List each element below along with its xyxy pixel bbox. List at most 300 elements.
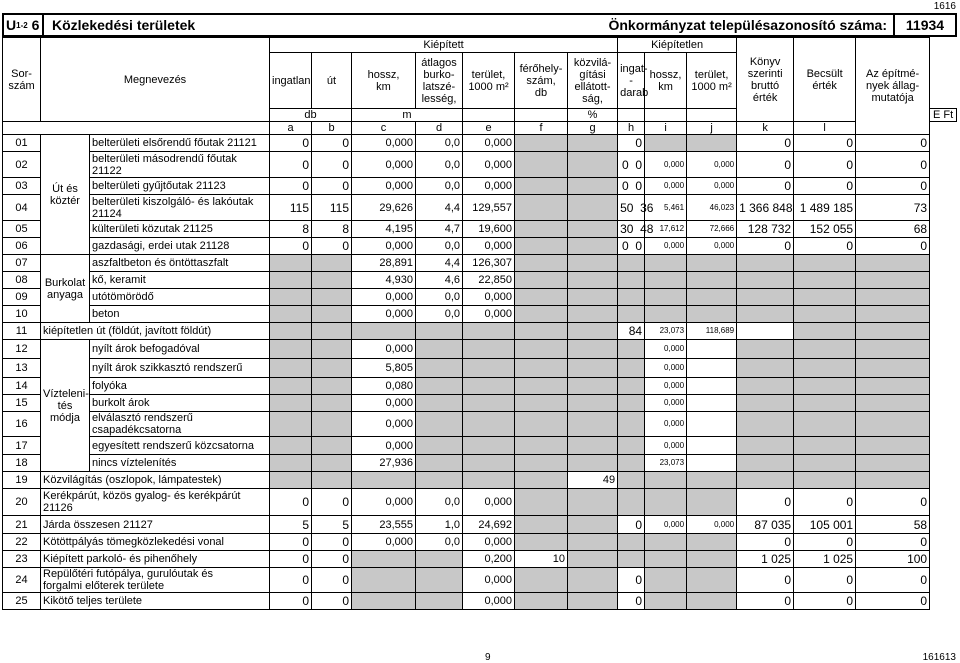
cell <box>312 195 352 221</box>
cell <box>312 323 352 340</box>
cell <box>737 437 794 455</box>
cell-value: 4,4 <box>444 201 460 214</box>
cell-value: 0,000 <box>664 419 685 428</box>
cell-value: 19,600 <box>478 223 512 235</box>
cell-value: 0 <box>635 239 643 253</box>
cell <box>687 516 737 534</box>
row-number: 16 <box>3 412 41 437</box>
cell <box>270 135 312 152</box>
cell <box>687 289 737 306</box>
cell <box>515 323 568 340</box>
cell <box>352 340 416 359</box>
cell <box>687 412 737 437</box>
cell <box>737 323 794 340</box>
cell-value: 0 <box>920 179 928 193</box>
cell <box>618 516 645 534</box>
cell <box>352 289 416 306</box>
cell <box>312 152 352 178</box>
cell <box>312 516 352 534</box>
table-row <box>3 152 957 178</box>
cell <box>416 221 463 238</box>
row-number: 24 <box>3 568 41 593</box>
cell-value: 0 <box>920 573 928 587</box>
table-row <box>3 289 957 306</box>
cell <box>270 378 312 395</box>
cell <box>856 437 930 455</box>
header-atlagos: átlagos burko- latszé- lesség, <box>416 53 463 109</box>
unit-m: m <box>352 109 463 122</box>
cell <box>794 289 856 306</box>
cell <box>645 516 687 534</box>
row-name: nincs víztelenítés <box>90 455 270 472</box>
cell-value: 0 <box>846 239 854 253</box>
cell <box>312 489 352 516</box>
cell <box>416 412 463 437</box>
header-ferohely: férőhely- szám, db <box>515 53 568 109</box>
cell <box>270 516 312 534</box>
cell <box>463 378 515 395</box>
cell-value: 0,000 <box>484 240 512 252</box>
unit-pct: % <box>568 109 618 122</box>
header-epitmeny: Az építmé- nyek állag- mutatója <box>856 38 930 135</box>
row-name: utótömörödő <box>90 289 270 306</box>
cell-value: 0,000 <box>385 536 413 548</box>
cell <box>645 135 687 152</box>
cell <box>352 238 416 255</box>
cell <box>687 178 737 195</box>
cell <box>687 152 737 178</box>
cell <box>856 178 930 195</box>
row-number: 18 <box>3 455 41 472</box>
cell <box>856 221 930 238</box>
cell <box>856 135 930 152</box>
cell <box>352 306 416 323</box>
cell <box>856 195 930 221</box>
cell <box>618 568 645 593</box>
cell <box>737 289 794 306</box>
table-row <box>3 272 957 289</box>
cell-value: 0,000 <box>385 496 413 508</box>
cell <box>618 255 645 272</box>
cell <box>687 455 737 472</box>
cell <box>645 272 687 289</box>
cell <box>352 152 416 178</box>
cell <box>794 178 856 195</box>
cell-value: 0 <box>342 495 349 509</box>
cell-value: 0 <box>635 136 643 150</box>
cell <box>270 340 312 359</box>
row-number: 17 <box>3 437 41 455</box>
cell-value: 0 <box>920 594 928 608</box>
cell <box>568 593 618 610</box>
cell <box>515 378 568 395</box>
cell <box>794 437 856 455</box>
cell <box>352 221 416 238</box>
cell <box>856 395 930 412</box>
cell <box>416 455 463 472</box>
cell <box>687 593 737 610</box>
table-row <box>3 340 957 359</box>
cell-value: 0 <box>342 179 349 193</box>
cell <box>463 516 515 534</box>
cell <box>515 551 568 568</box>
cell <box>687 323 737 340</box>
table-row <box>3 516 957 534</box>
table-row <box>3 135 957 152</box>
cell <box>515 152 568 178</box>
cell <box>416 289 463 306</box>
cell-value: 0,000 <box>714 241 735 250</box>
cell <box>515 306 568 323</box>
cell-value: 5,805 <box>385 362 413 374</box>
cell <box>270 412 312 437</box>
cell <box>687 568 737 593</box>
row-name: külterületi közutak 21125 <box>90 221 270 238</box>
cell <box>618 489 645 516</box>
cell <box>737 534 794 551</box>
cell-value: 0 <box>635 517 643 532</box>
cell <box>463 272 515 289</box>
cell <box>568 323 618 340</box>
cell <box>568 340 618 359</box>
cell <box>794 593 856 610</box>
cell-value: 0,000 <box>664 381 685 390</box>
row-name: kiépítetlen út (földút, javított földút) <box>41 323 270 340</box>
table-row <box>3 412 957 437</box>
cell <box>618 472 645 489</box>
cell-value: 0 <box>302 552 309 566</box>
cell-value: 0 <box>302 239 309 253</box>
cell <box>463 472 515 489</box>
row-name: kő, keramit <box>90 272 270 289</box>
table-row <box>3 472 957 489</box>
cell <box>645 395 687 412</box>
cell-value: 0 <box>846 573 854 587</box>
cell <box>352 593 416 610</box>
cell-value: 0 <box>784 594 792 608</box>
cell-value: 0,0 <box>444 291 460 303</box>
cell <box>270 593 312 610</box>
cell <box>687 378 737 395</box>
cell <box>312 340 352 359</box>
unit-eft: E Ft <box>930 109 957 122</box>
cell-value: 0,000 <box>714 181 735 190</box>
row-number: 10 <box>3 306 41 323</box>
row-number: 11 <box>3 323 41 340</box>
header-konyv: Könyv szerinti bruttó érték <box>737 38 794 122</box>
row-number: 19 <box>3 472 41 489</box>
row-number: 09 <box>3 289 41 306</box>
cell <box>270 359 312 378</box>
header-ingat: ingat- - darab <box>618 53 645 109</box>
cell-value: 126,307 <box>472 257 512 269</box>
cell <box>270 195 312 221</box>
cell-value: 0 <box>784 573 792 587</box>
cell-value: 0,000 <box>385 137 413 149</box>
cell-value: 115 <box>289 200 309 215</box>
cell <box>737 238 794 255</box>
table-row <box>3 306 957 323</box>
cell-value: 1 489 185 <box>799 200 854 215</box>
cell <box>352 272 416 289</box>
cell-value: 0 <box>846 179 854 193</box>
header-becsult: Becsült érték <box>794 38 856 122</box>
header-kiepitetlen: Kiépítetlen <box>618 38 737 53</box>
cell-value: 0 <box>342 239 349 253</box>
cell <box>737 255 794 272</box>
cell-value: 5,461 <box>664 202 685 212</box>
cell <box>312 255 352 272</box>
cell <box>463 359 515 378</box>
cell-value: 0,0 <box>444 137 460 149</box>
row-number: 03 <box>3 178 41 195</box>
header-terulet2: terület, 1000 m² <box>687 53 737 109</box>
row-name: belterületi másodrendű főutak 21122 <box>90 152 270 178</box>
cell <box>856 593 930 610</box>
cell-value: 72,666 <box>709 224 735 233</box>
cell <box>687 238 737 255</box>
cell-value: 0 <box>920 495 928 509</box>
form-code: 161613 <box>922 652 956 663</box>
cell <box>463 135 515 152</box>
cell-value: 0,0 <box>444 536 460 548</box>
cell <box>645 306 687 323</box>
cell <box>352 378 416 395</box>
cell <box>794 534 856 551</box>
row-name: Repülőtéri futópálya, gurulóutak és forgalmi előterek területe <box>41 568 270 593</box>
row-number: 02 <box>3 152 41 178</box>
row-number: 14 <box>3 378 41 395</box>
cell <box>463 551 515 568</box>
cell <box>645 323 687 340</box>
cell <box>737 568 794 593</box>
cell <box>568 255 618 272</box>
cell <box>856 152 930 178</box>
cell <box>687 437 737 455</box>
cell <box>794 238 856 255</box>
cell-value: 0 <box>302 136 309 150</box>
cell-value: 0 <box>784 179 792 193</box>
row-name: belterületi gyűjtőutak 21123 <box>90 178 270 195</box>
cell <box>270 255 312 272</box>
cell <box>645 437 687 455</box>
cell <box>270 306 312 323</box>
cell-value: 87 035 <box>754 517 792 532</box>
table-row <box>3 395 957 412</box>
cell <box>463 152 515 178</box>
cell <box>416 378 463 395</box>
cell <box>794 516 856 534</box>
cell <box>352 412 416 437</box>
cell <box>568 289 618 306</box>
cell-value: 0,000 <box>664 344 685 353</box>
cell-value: 0 <box>846 136 854 150</box>
cell <box>312 472 352 489</box>
row-number: 06 <box>3 238 41 255</box>
cell <box>794 323 856 340</box>
cell <box>463 323 515 340</box>
cell-value: 0 <box>302 594 309 608</box>
row-name: aszfaltbeton és öntöttaszfalt <box>90 255 270 272</box>
cell-value: 0,000 <box>664 440 685 450</box>
cell-value: 129,557 <box>472 201 512 214</box>
cell <box>645 152 687 178</box>
row-name: Kötöttpályás tömegközlekedési vonal <box>41 534 270 551</box>
cell <box>270 323 312 340</box>
cell <box>568 221 618 238</box>
section-code: U 1-2 6 <box>4 15 44 35</box>
cell <box>352 455 416 472</box>
cell <box>645 255 687 272</box>
cell <box>416 178 463 195</box>
cell-value: 1 025 <box>823 552 854 566</box>
table-row <box>3 437 957 455</box>
cell-value: 29,626 <box>379 201 413 214</box>
cell <box>312 378 352 395</box>
row-name: egyesített rendszerű közcsatorna <box>90 437 270 455</box>
row-number: 23 <box>3 551 41 568</box>
cell-value: 0,0 <box>444 180 460 192</box>
cell <box>618 593 645 610</box>
col-letter: h <box>618 122 645 135</box>
cell-value: 48 <box>640 222 654 236</box>
cell <box>618 551 645 568</box>
cell <box>645 551 687 568</box>
cell <box>568 534 618 551</box>
group-burkolat: Burkolat anyaga <box>41 255 90 323</box>
cell <box>737 135 794 152</box>
cell <box>687 359 737 378</box>
cell-value: 0,000 <box>484 574 512 586</box>
cell <box>737 378 794 395</box>
cell-value: 0 <box>622 179 629 193</box>
table-row <box>3 178 957 195</box>
cell-value: 0 <box>635 594 643 608</box>
cell <box>618 412 645 437</box>
cell-value: 1 025 <box>761 552 792 566</box>
cell <box>312 593 352 610</box>
cell <box>687 472 737 489</box>
cell <box>618 221 654 238</box>
cell-value: 0,000 <box>385 343 413 355</box>
cell <box>794 221 856 238</box>
cell-value: 22,850 <box>478 274 512 286</box>
table-row <box>3 255 957 272</box>
cell-value: 152 055 <box>809 222 854 236</box>
cell <box>515 534 568 551</box>
row-number: 07 <box>3 255 41 272</box>
cell-value: 0,000 <box>484 180 512 192</box>
col-letter: j <box>687 122 737 135</box>
cell-value: 100 <box>907 552 928 566</box>
cell <box>352 135 416 152</box>
cell <box>270 289 312 306</box>
cell <box>737 221 794 238</box>
cell <box>794 255 856 272</box>
cell <box>737 178 794 195</box>
cell <box>312 178 352 195</box>
cell <box>463 340 515 359</box>
cell <box>737 516 794 534</box>
cell <box>312 455 352 472</box>
cell <box>416 340 463 359</box>
table-row <box>3 551 957 568</box>
cell <box>352 195 416 221</box>
cell <box>515 395 568 412</box>
cell <box>856 551 930 568</box>
cell-value: 0 <box>622 157 629 172</box>
cell-value: 0 <box>342 594 349 608</box>
cell <box>856 378 930 395</box>
cell <box>737 551 794 568</box>
cell <box>856 340 930 359</box>
cell <box>687 135 737 152</box>
cell <box>312 437 352 455</box>
cell <box>687 195 737 221</box>
cell-value: 0,000 <box>385 397 413 409</box>
cell-value: 128 732 <box>747 222 792 236</box>
cell <box>463 238 515 255</box>
cell <box>416 437 463 455</box>
cell <box>312 306 352 323</box>
cell <box>416 306 463 323</box>
cell <box>618 340 645 359</box>
cell <box>515 255 568 272</box>
cell <box>515 516 568 534</box>
cell-value: 0 <box>635 179 643 193</box>
cell <box>645 593 687 610</box>
cell-value: 0 <box>920 157 928 172</box>
cell <box>794 195 856 221</box>
cell-value: 0 <box>784 239 792 253</box>
cell <box>270 489 312 516</box>
table-row <box>3 489 957 516</box>
cell <box>737 272 794 289</box>
cell <box>645 489 687 516</box>
cell-value: 30 <box>620 222 634 236</box>
cell <box>687 534 737 551</box>
table-row <box>3 378 957 395</box>
cell <box>856 323 930 340</box>
cell <box>568 152 618 178</box>
cell <box>416 272 463 289</box>
page-number: 9 <box>485 652 491 663</box>
cell-value: 0 <box>784 136 792 150</box>
row-name: Kikötő teljes területe <box>41 593 270 610</box>
cell <box>352 255 416 272</box>
cell <box>794 489 856 516</box>
cell-value: 0,000 <box>484 595 512 607</box>
cell <box>856 359 930 378</box>
cell <box>856 412 930 437</box>
cell <box>794 152 856 178</box>
col-letter: c <box>352 122 416 135</box>
cell-value: 105 001 <box>809 517 854 532</box>
cell <box>463 255 515 272</box>
cell <box>463 195 515 221</box>
cell <box>737 593 794 610</box>
cell <box>645 378 687 395</box>
row-number: 25 <box>3 593 41 610</box>
cell-value: 0,000 <box>385 291 413 303</box>
cell <box>312 221 352 238</box>
cell <box>352 437 416 455</box>
cell <box>568 272 618 289</box>
header-sorszam: Sor- szám <box>3 38 41 122</box>
cell-value: 68 <box>913 222 928 236</box>
cell-value: 8 <box>342 222 349 236</box>
cell <box>312 272 352 289</box>
